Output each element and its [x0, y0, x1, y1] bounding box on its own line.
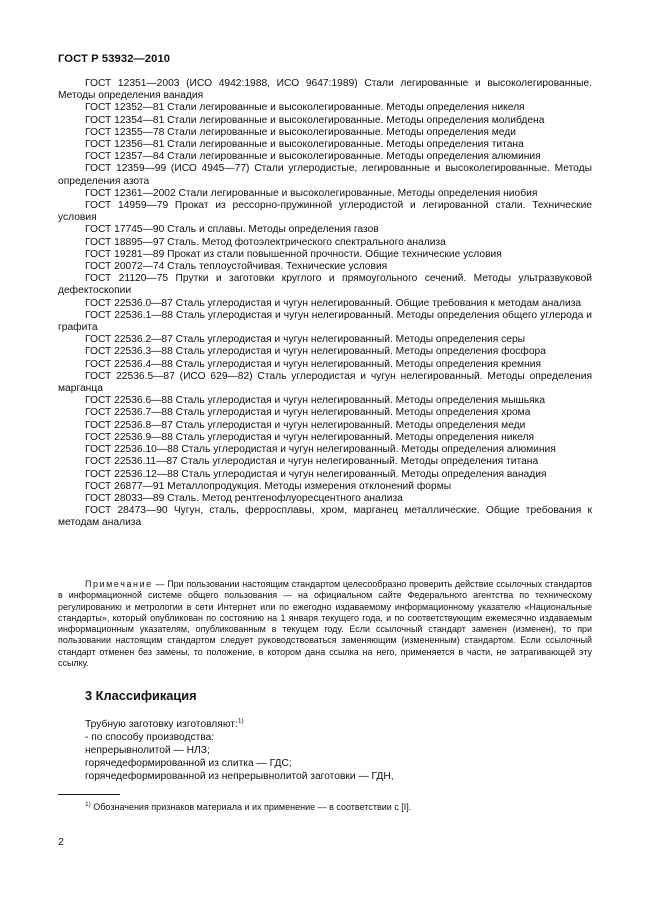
reference-item: ГОСТ 22536.11—87 Сталь углеродистая и чугун нелегированный. Методы определения титана — [85, 456, 539, 468]
reference-item: ГОСТ 12357—84 Стали легированные и высоколегированные. Методы определения алюминия — [85, 151, 541, 163]
reference-item: ГОСТ 12356—81 Стали легированные и высоколегированные. Методы определения титана — [85, 139, 524, 151]
reference-item: ГОСТ 26877—91 Металлопродукция. Методы измерения отклонений формы — [85, 480, 452, 492]
footnote-marker: 1) — [85, 801, 91, 808]
intro-text: Трубную заготовку изготовляют: — [85, 719, 238, 730]
reference-item: ГОСТ 20072—74 Сталь теплоустойчивая. Технические условия — [85, 261, 388, 273]
classification-line: горячедеформированной из непрерывнолитой заготовки — ГДН, — [85, 771, 394, 783]
footnote-text: Обозначения признаков материала и их применение — в соответствии с [I]. — [90, 802, 412, 812]
note-label: Примечание — [85, 579, 153, 589]
reference-item: ГОСТ 22536.8—87 Сталь углеродистая и чугун нелегированный. Методы определения меди — [85, 419, 526, 431]
reference-item: ГОСТ 12361—2002 Стали легированные и высоколегированные. Методы определения ниобия — [85, 187, 538, 199]
reference-item: ГОСТ 22536.7—88 Сталь углеродистая и чугун нелегированный. Методы определения хрома — [85, 407, 531, 419]
reference-item: ГОСТ 12359—99 (ИСО 4945—77) Стали углеродистые, легированные и высоколегированные. Методы определения азота — [58, 163, 592, 187]
normative-references-list — [58, 78, 592, 530]
classification-intro — [85, 718, 585, 731]
footnote-ref: 1) — [237, 717, 244, 725]
reference-item: ГОСТ 12351—2003 (ИСО 4942:1988, ИСО 9647:1989) Стали легированные и высоколегированные. Методы определения ванадия — [58, 78, 592, 102]
reference-item: ГОСТ 22536.12—88 Сталь углеродистая и чугун нелегированный. Методы определения ванадия — [85, 468, 547, 480]
reference-item: ГОСТ 14959—79 Прокат из рессорно-пружинной углеродистой и легированной стали. Технические условия — [58, 200, 592, 224]
reference-item: ГОСТ 22536.4—88 Сталь углеродистая и чугун нелегированный. Методы определения кремния — [85, 358, 542, 370]
reference-item: ГОСТ 22536.0—87 Сталь углеродистая и чугун нелегированный. Общие требования к методам анализа — [85, 297, 582, 309]
page-number: 2 — [58, 836, 64, 848]
note-text: — При пользовании настоящим стандартом целесообразно проверить действие ссылочных стандартов в информационной системе общего пользования — на официальном сайте Федерального агентства по техническому регулированию и метрологии в сети Интернет или по ежегодно издаваемому информационному указателю «Национальные стандарты», который опубликован по состоянию на 1 января текущего года, и по соответствующим ежемесячно издаваемым информационным указателям, опубликованным в текущем году. Если ссылочный стандарт заменен (изменен), то при пользовании настоящим стандартом следует руководствоваться заменяющим (измененным) стандартом. Если ссылочный стандарт отменен без замены, то положение, в котором дана ссылка на него, применяется в части, не затрагивающей эту ссылку. — [58, 579, 592, 669]
reference-item: ГОСТ 17745—90 Сталь и сплавы. Методы определения газов — [85, 224, 379, 236]
reference-item: ГОСТ 22536.10—88 Сталь углеродистая и чугун нелегированный. Методы определения алюминия — [85, 444, 556, 456]
reference-item: ГОСТ 18895—97 Сталь. Метод фотоэлектрического спектрального анализа — [85, 236, 446, 248]
reference-item: ГОСТ 28473—90 Чугун, сталь, ферросплавы, хром, марганец металлические. Общие требования к методам анализа — [58, 505, 592, 529]
document-header: ГОСТ Р 53932—2010 — [58, 53, 171, 65]
note-paragraph — [58, 579, 592, 669]
reference-item: ГОСТ 22536.3—88 Сталь углеродистая и чугун нелегированный. Методы определения фосфора — [85, 346, 546, 358]
reference-item: ГОСТ 12354—81 Стали легированные и высоколегированные. Методы определения молибдена — [85, 114, 545, 126]
reference-item: ГОСТ 22536.1—88 Сталь углеродистая и чугун нелегированный. Методы определения общего углерода и графита — [58, 309, 592, 334]
reference-item: ГОСТ 19281—89 Прокат из стали повышенной прочности. Общие технические условия — [85, 248, 502, 260]
reference-item: ГОСТ 22536.9—88 Сталь углеродистая и чугун нелегированный. Методы определения никеля — [85, 431, 535, 443]
reference-item: ГОСТ 21120—75 Прутки и заготовки круглого и прямоугольного сечений. Методы ультразвуковой дефектоскопии — [58, 273, 592, 297]
classification-body — [85, 718, 585, 783]
reference-item: ГОСТ 22536.5—87 (ИСО 629—82) Сталь углеродистая и чугун нелегированный. Методы определения марганца — [58, 370, 592, 395]
reference-item: ГОСТ 28033—89 Сталь. Метод рентгенофлуоресцентного анализа — [85, 492, 403, 504]
section-title: 3 Классификация — [85, 688, 197, 703]
classification-line: непрерывнолитой — НЛЗ; — [85, 745, 210, 757]
reference-item: ГОСТ 22536.2—87 Сталь углеродистая и чугун нелегированный. Методы определения серы — [85, 334, 526, 346]
footnote — [85, 802, 411, 813]
reference-item: ГОСТ 12355—78 Стали легированные и высоколегированные. Методы определения меди — [85, 126, 516, 138]
classification-line: - по способу производства: — [85, 732, 215, 744]
reference-item: ГОСТ 22536.6—88 Сталь углеродистая и чугун нелегированный. Методы определения мышьяка — [85, 395, 546, 407]
reference-item: ГОСТ 12352—81 Стали легированные и высоколегированные. Методы определения никеля — [85, 102, 525, 114]
classification-line: горячедеформированной из слитка — ГДС; — [85, 758, 292, 770]
footnote-divider — [58, 794, 120, 795]
